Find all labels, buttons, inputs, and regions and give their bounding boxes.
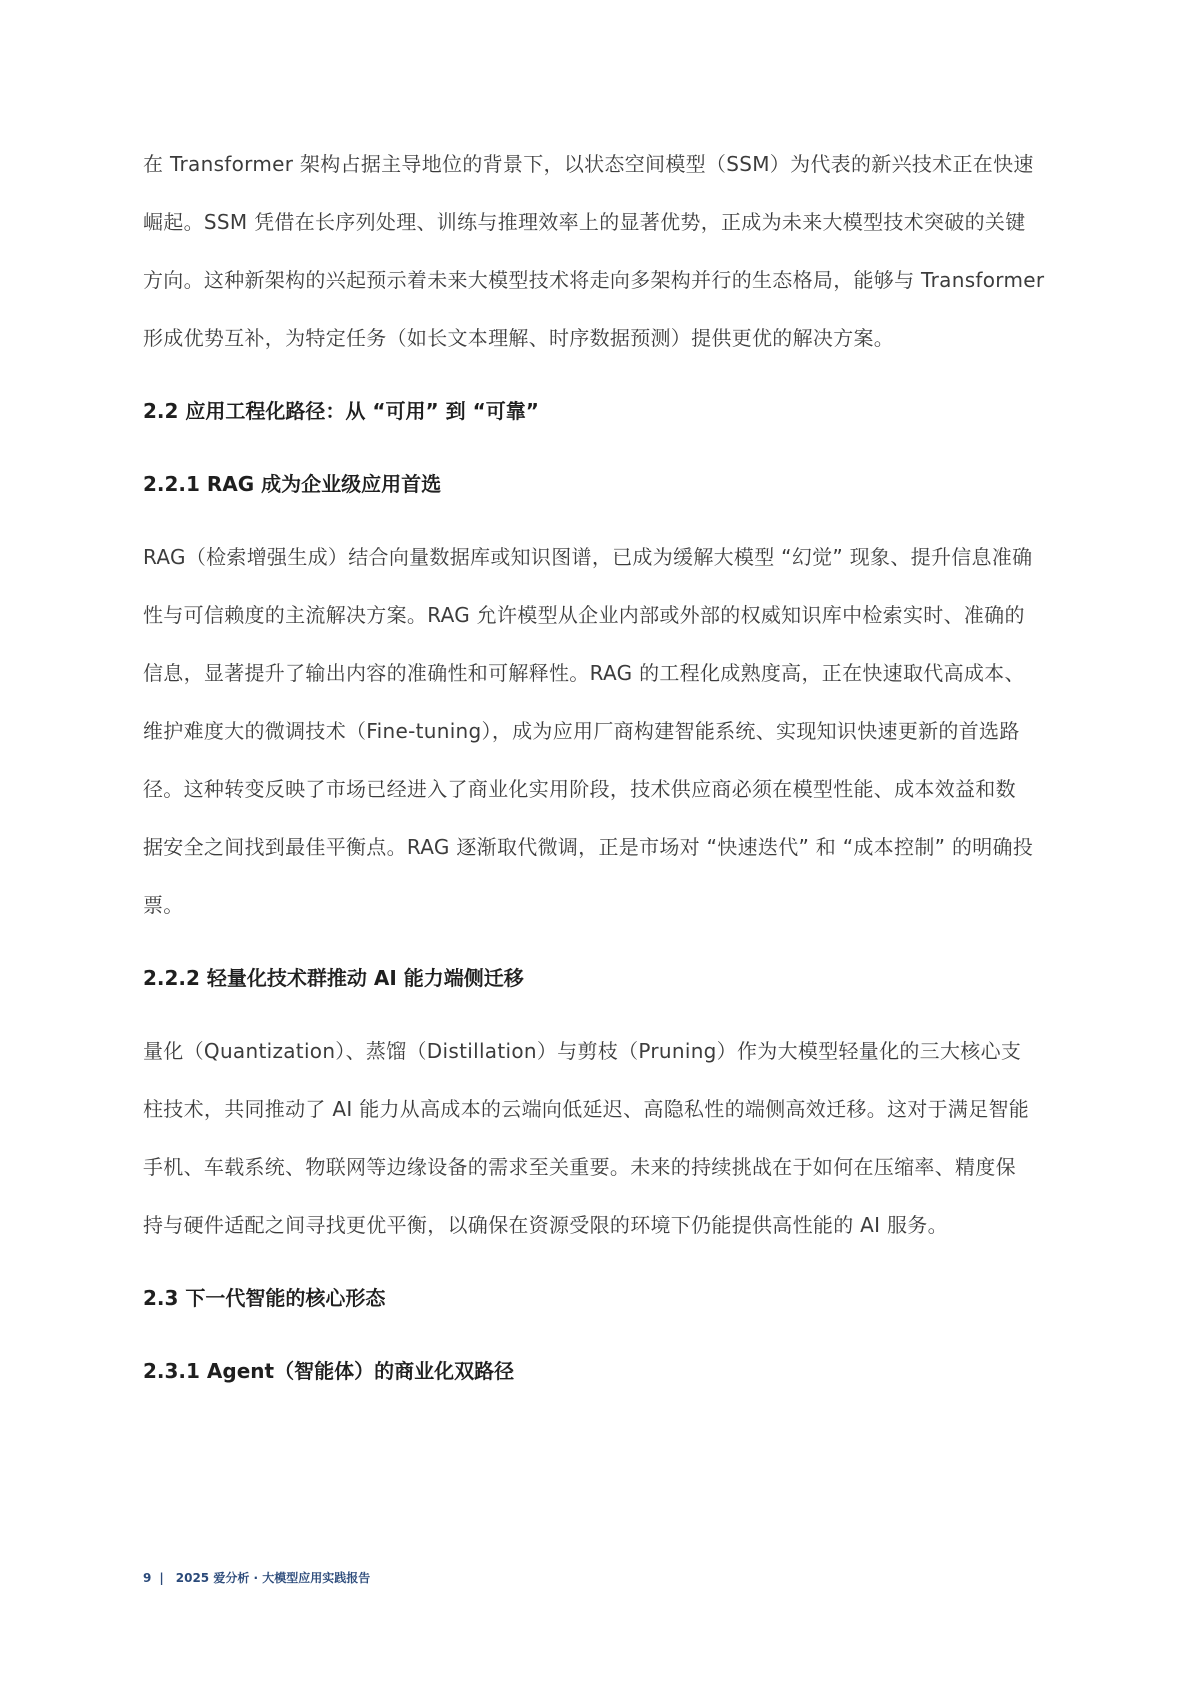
paragraph-line: 柱技术，共同推动了 AI 能力从高成本的云端向低延迟、高隐私性的端侧高效迁移。这对于满足智能 [143, 1097, 1030, 1121]
paragraph-line: 票。 [143, 893, 184, 917]
paragraph-line: 据安全之间找到最佳平衡点。RAG 逐渐取代微调，正是市场对 “快速迭代” 和 “成本控制” 的明确投 [143, 835, 1034, 859]
paragraph-line: 性与可信赖度的主流解决方案。RAG 允许模型从企业内部或外部的权威知识库中检索实时、准确的 [143, 603, 1025, 627]
paragraph-line: 形成优势互补，为特定任务（如长文本理解、时序数据预测）提供更优的解决方案。 [143, 326, 895, 350]
paragraph-line: 量化（Quantization）、蒸馏（Distillation）与剪枝（Pruning）作为大模型轻量化的三大核心支 [143, 1039, 1022, 1063]
paragraph-line: 手机、车载系统、物联网等边缘设备的需求至关重要。未来的持续挑战在于如何在压缩率、精度保 [143, 1155, 1016, 1179]
paragraph-line: 径。这种转变反映了市场已经进入了商业化实用阶段，技术供应商必须在模型性能、成本效益和数 [143, 777, 1016, 801]
section-heading-2-2-1: 2.2.1 RAG 成为企业级应用首选 [143, 472, 442, 496]
paragraph-line: 在 Transformer 架构占据主导地位的背景下，以状态空间模型（SSM）为代表的新兴技术正在快速 [143, 152, 1034, 176]
page-number: 9 [143, 1571, 152, 1585]
paragraph-line: 方向。这种新架构的兴起预示着未来大模型技术将走向多架构并行的生态格局，能够与 Transformer [143, 268, 1045, 292]
section-heading-2-2-2: 2.2.2 轻量化技术群推动 AI 能力端侧迁移 [143, 966, 524, 990]
paragraph-line: 维护难度大的微调技术（Fine-tuning），成为应用厂商构建智能系统、实现知识快速更新的首选路 [143, 719, 1020, 743]
footer-separator: | [159, 1571, 164, 1585]
page-footer [143, 1569, 370, 1587]
paragraph-line: 信息，显著提升了输出内容的准确性和可解释性。RAG 的工程化成熟度高，正在快速取代高成本、 [143, 661, 1025, 685]
paragraph-line: RAG（检索增强生成）结合向量数据库或知识图谱，已成为缓解大模型 “幻觉” 现象、提升信息准确 [143, 545, 1033, 569]
report-title: 2025 爱分析 · 大模型应用实践报告 [175, 1571, 371, 1585]
paragraph-line: 持与硬件适配之间寻找更优平衡，以确保在资源受限的环境下仍能提供高性能的 AI 服务。 [143, 1213, 948, 1237]
section-heading-2-3: 2.3 下一代智能的核心形态 [143, 1286, 386, 1310]
section-heading-2-3-1: 2.3.1 Agent（智能体）的商业化双路径 [143, 1359, 515, 1383]
paragraph-line: 崛起。SSM 凭借在长序列处理、训练与推理效率上的显著优势，正成为未来大模型技术突破的关键 [143, 210, 1026, 234]
section-heading-2-2: 2.2 应用工程化路径：从 “可用” 到 “可靠” [143, 399, 539, 423]
